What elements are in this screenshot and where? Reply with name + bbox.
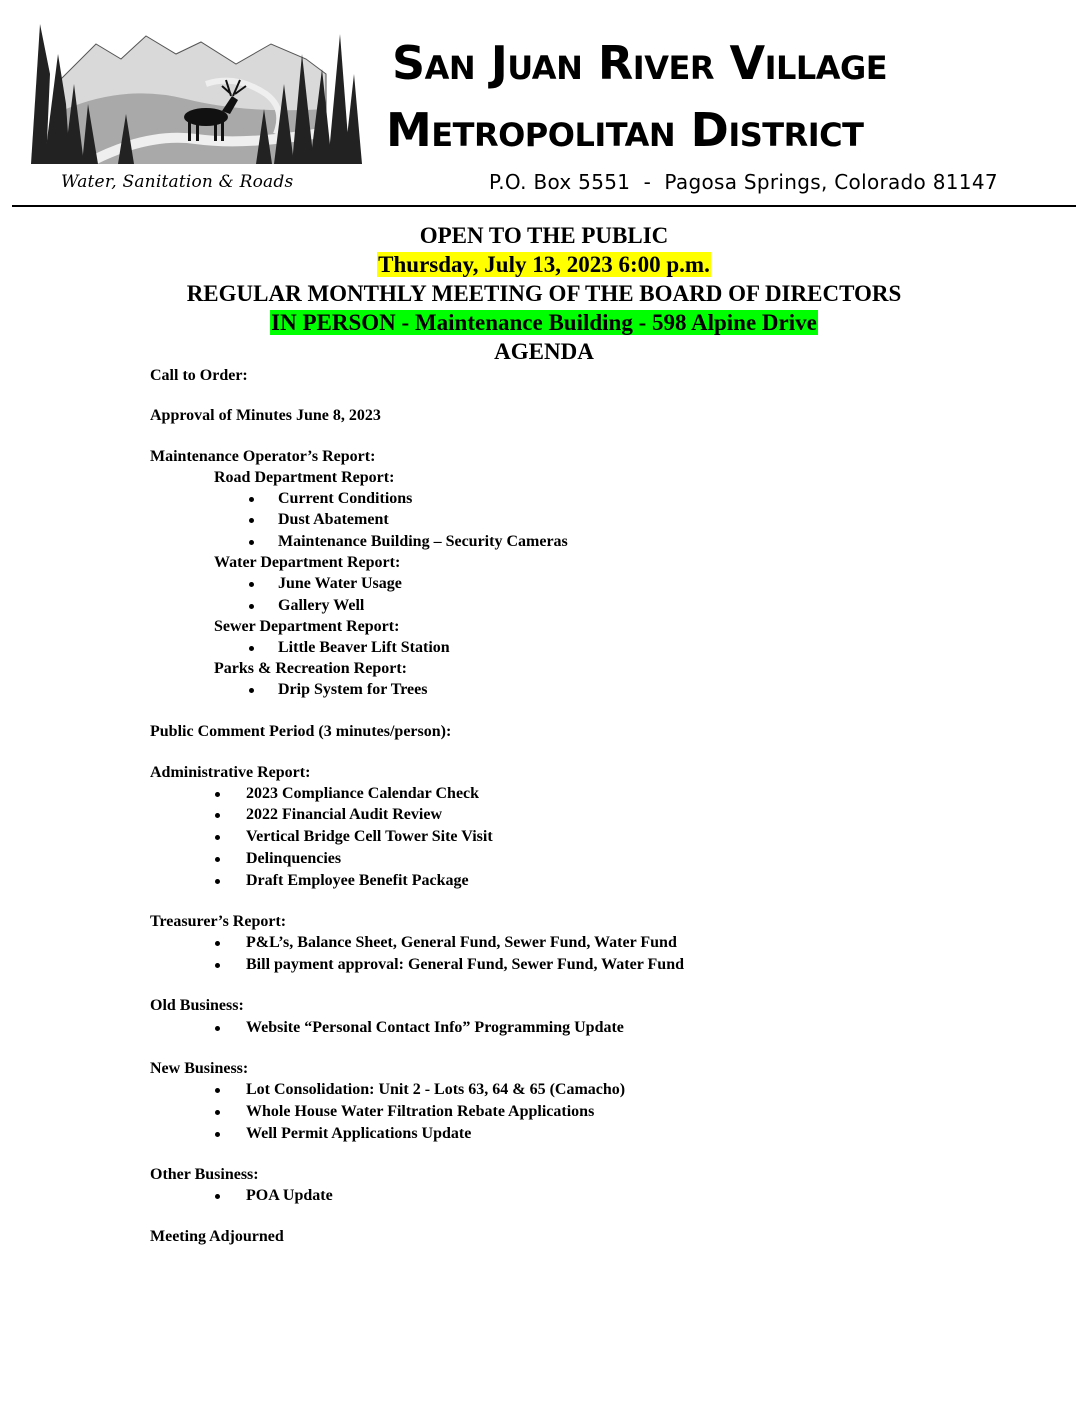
meeting-location [0,310,1088,336]
list-item: Vertical Bridge Cell Tower Site Visit [246,828,493,845]
meeting-datetime-text: Thursday, July 13, 2023 6:00 p.m. [378,252,710,277]
old-business-heading: Old Business: [150,997,244,1014]
sewer-dept-heading: Sewer Department Report: [214,618,400,635]
public-comment-heading: Public Comment Period (3 minutes/person): [150,723,452,740]
list-item: 2023 Compliance Calendar Check [246,785,480,802]
list-item: Drip System for Trees [278,681,428,698]
meeting-datetime [0,252,1088,278]
parks-dept-heading: Parks & Recreation Report: [214,660,407,677]
address: P.O. Box 5551 - Pagosa Springs, Colorado 81147 [489,170,998,194]
list-item: Maintenance Building – Security Cameras [278,533,568,550]
road-dept-heading: Road Department Report: [214,469,395,486]
bullet [215,857,220,862]
header-divider [12,205,1076,207]
agenda-title [0,339,1088,365]
bullet [215,1110,220,1115]
call-to-order: Call to Order: [150,367,248,384]
list-item: Whole House Water Filtration Rebate Applications [246,1103,595,1120]
list-item: Current Conditions [278,490,413,507]
new-business-heading: New Business: [150,1060,249,1077]
meeting-location-text: IN PERSON - Maintenance Building - 598 Alpine Drive [271,310,817,335]
bullet [215,792,220,797]
org-name-line2: Metropolitan District [386,103,864,157]
bullet [249,582,254,587]
list-item: Draft Employee Benefit Package [246,872,469,889]
list-item: Gallery Well [278,597,365,614]
org-name-line1: San Juan River Village [392,36,888,90]
other-business-heading: Other Business: [150,1166,259,1183]
list-item: Lot Consolidation: Unit 2 - Lots 63, 64 & 65 (Camacho) [246,1081,626,1098]
meeting-title-text: REGULAR MONTHLY MEETING OF THE BOARD OF DIRECTORS [186,281,902,306]
list-item: Bill payment approval: General Fund, Sewer Fund, Water Fund [246,956,684,973]
bullet [215,941,220,946]
bullet [215,879,220,884]
bullet [249,646,254,651]
bullet [249,540,254,545]
bullet [215,963,220,968]
list-item: P&L’s, Balance Sheet, General Fund, Sewer Fund, Water Fund [246,934,677,951]
list-item: June Water Usage [278,575,402,592]
approval-of-minutes: Approval of Minutes June 8, 2023 [150,407,381,424]
bullet [249,604,254,609]
treasurer-report-heading: Treasurer’s Report: [150,913,287,930]
list-item: POA Update [246,1187,333,1204]
open-to-public [0,223,1088,249]
list-item: Little Beaver Lift Station [278,639,450,656]
bullet [249,688,254,693]
bullet [249,518,254,523]
list-item: Website “Personal Contact Info” Programming Update [246,1019,624,1036]
bullet [215,1194,220,1199]
bullet [215,835,220,840]
meeting-adjourned: Meeting Adjourned [150,1228,284,1245]
tagline: Water, Sanitation & Roads [61,172,294,192]
maintenance-report-heading: Maintenance Operator’s Report: [150,448,376,465]
bullet [215,813,220,818]
admin-report-heading: Administrative Report: [150,764,311,781]
district-logo [26,14,364,164]
bullet [249,497,254,502]
open-to-public-text: OPEN TO THE PUBLIC [419,223,669,248]
meeting-title [0,281,1088,307]
bullet [215,1026,220,1031]
water-dept-heading: Water Department Report: [214,554,401,571]
bullet [215,1088,220,1093]
list-item: 2022 Financial Audit Review [246,806,443,823]
list-item: Dust Abatement [278,511,389,528]
list-item: Delinquencies [246,850,342,867]
agenda-title-text: AGENDA [494,339,594,364]
bullet [215,1132,220,1137]
list-item: Well Permit Applications Update [246,1125,472,1142]
